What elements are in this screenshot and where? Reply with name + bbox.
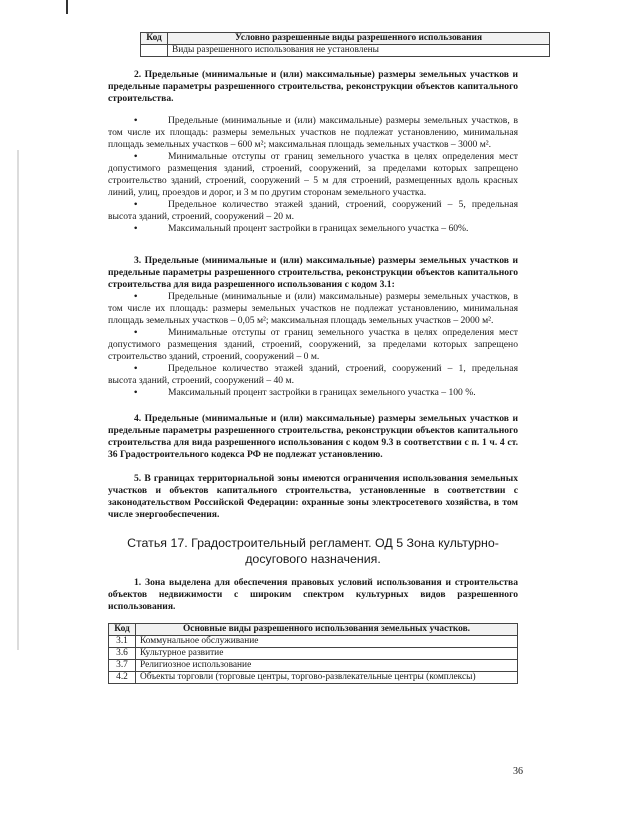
table-cell-name: Религиозное использование [136, 660, 518, 672]
list-item: • Предельные (минимальные и (или) максимальные) размеры земельных участков, в том числе их площадь: размеры земельных участков не подлежат установлению, минимальная площадь земельных участков – 600 м²; максимальная площадь земельных участков – 3000 м². [108, 115, 518, 150]
main-uses-table [108, 623, 518, 684]
bullet-icon: • [134, 115, 138, 126]
table-row [109, 636, 518, 648]
section-3-heading: 3. Предельные (минимальные и (или) максимальные) размеры земельных участков и предельные параметры разрешенного строительства, реконструкции объектов капитального строительства для вида разрешенного использования с кодом 3.1: [108, 255, 518, 290]
bullet-icon: • [134, 327, 138, 338]
scan-mark [66, 0, 68, 14]
conditional-uses-table [140, 32, 550, 57]
section-4-paragraph: 4. Предельные (минимальные и (или) максимальные) размеры земельных участков и предельные параметры разрешенного строительства, реконструкции объектов капитального строительства для вида разрешенного использования с кодом 9.3 в соответствии с п. 1 ч. 4 ст. 36 Градостроительного кодекса РФ не подлежат установлению. [108, 413, 518, 460]
table-cell-name: Объекты торговли (торговые центры, торгово-развлекательные центры (комплексы) [136, 672, 518, 684]
table-cell-code: 3.1 [109, 636, 136, 648]
list-item: • Предельное количество этажей зданий, строений, сооружений – 1, предельная высота зданий, строений, сооружений – 40 м. [108, 363, 518, 386]
table-cell-code: 4.2 [109, 672, 136, 684]
table-cell-code [141, 45, 168, 57]
list-item: • Минимальные отступы от границ земельного участка в целях определения мест допустимого размещения зданий, строений, сооружений, за пределами которых запрещено строительство зданий, строений, сооружений – 0 м. [108, 327, 518, 362]
table-cell-code: 3.7 [109, 660, 136, 672]
section-2-heading: 2. Предельные (минимальные и (или) максимальные) размеры земельных участков и предельные параметры разрешенного строительства, реконструкции объектов капитального строительства. [108, 69, 518, 104]
list-item: • Максимальный процент застройки в границах земельного участка – 100 %. [134, 387, 476, 398]
article-title: Статья 17. Градостроительный регламент. ОД 5 Зона культурно-досугового назначения. [127, 536, 499, 566]
list-item: • Предельные (минимальные и (или) максимальные) размеры земельных участков, в том числе их площадь: размеры земельных участков не подлежат установлению, минимальная площадь земельных участков – 0,05 м²; максимальная площадь земельных участков – 2000 м². [108, 291, 518, 326]
table-header-row [109, 624, 518, 636]
bullet-icon: • [134, 223, 138, 234]
table-cell-name: Культурное развитие [136, 648, 518, 660]
table-row [141, 45, 550, 57]
list-item: • Максимальный процент застройки в границах земельного участка – 60%. [134, 223, 469, 234]
table-header-code: Код [141, 33, 168, 45]
section-5-paragraph: 5. В границах территориальной зоны имеются ограничения использования земельных участков и объектов капитального строительства, установленные в соответствии с законодательством Российской Федерации: охранные зоны электросетевого хозяйства, в том числе энергообеспечения. [108, 473, 518, 520]
table-header-name: Условно разрешенные виды разрешенного использования [168, 33, 550, 45]
article-paragraph-1: 1. Зона выделена для обеспечения правовых условий использования и строительства объектов недвижимости с широким спектром культурных видов разрешенного использования. [108, 577, 518, 612]
scan-edge [17, 150, 19, 650]
table-cell-name: Виды разрешенного использования не установлены [168, 45, 550, 57]
bullet-icon: • [134, 151, 138, 162]
list-item: • Предельное количество этажей зданий, строений, сооружений – 5, предельная высота зданий, строений, сооружений – 20 м. [108, 199, 518, 222]
bullet-icon: • [134, 363, 138, 374]
table-cell-name: Коммунальное обслуживание [136, 636, 518, 648]
bullet-icon: • [134, 199, 138, 210]
table-row [109, 660, 518, 672]
table-header-row [141, 33, 550, 45]
document-page [108, 32, 518, 684]
table-row [109, 648, 518, 660]
list-item: • Минимальные отступы от границ земельного участка в целях определения мест допустимого размещения зданий, строений, сооружений, за пределами которых запрещено строительство зданий, строений, сооружений – 5 м для строений, размещенных вдоль красных линий, улиц, проездов и дорог, и 3 м по другим сторонам земельного участка. [108, 151, 518, 198]
bullet-icon: • [134, 291, 138, 302]
page-number: 36 [513, 766, 523, 777]
bullet-icon: • [134, 387, 138, 398]
table-header-code: Код [109, 624, 136, 636]
table-row [109, 672, 518, 684]
table-header-name: Основные виды разрешенного использования земельных участков. [136, 624, 518, 636]
table-cell-code: 3.6 [109, 648, 136, 660]
